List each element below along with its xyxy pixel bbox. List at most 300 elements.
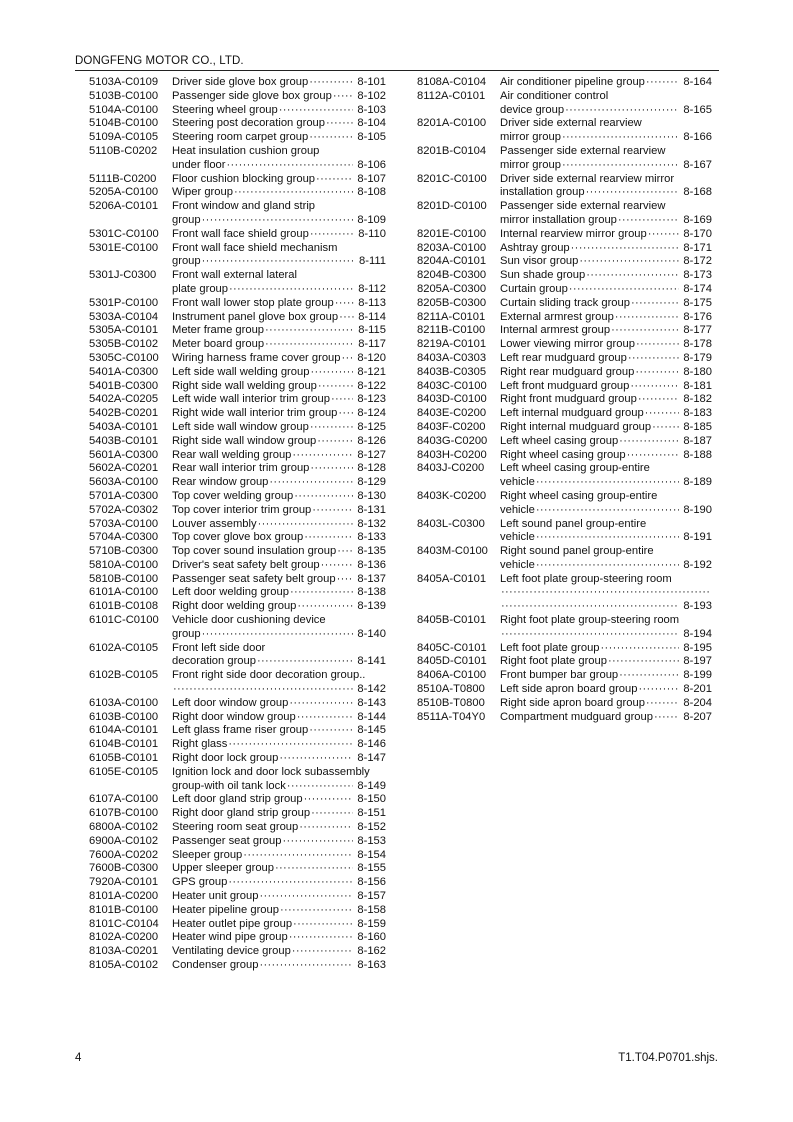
page-ref: 8-142	[357, 683, 386, 696]
entry-line	[500, 628, 712, 642]
entry-body	[500, 518, 712, 546]
entry-body	[172, 269, 386, 297]
part-title: Steering room carpet group	[172, 131, 309, 144]
dot-leader	[648, 228, 680, 242]
entry-body	[500, 352, 712, 366]
part-title: Passenger seat group	[172, 834, 282, 847]
part-title: Front wall face shield group	[172, 227, 309, 240]
entry-line	[172, 76, 386, 90]
dot-leader	[618, 214, 679, 228]
part-title: mirror group	[500, 158, 561, 171]
entry-body	[172, 90, 386, 104]
page-ref: 8-153	[357, 834, 386, 847]
part-title: Right side wall welding group	[172, 379, 317, 392]
part-code: 6107B-C0100	[89, 807, 159, 820]
entry-line	[172, 628, 386, 642]
toc-entry	[89, 352, 386, 366]
dot-leader	[601, 642, 680, 656]
toc-entry	[417, 242, 712, 256]
entry-body	[500, 255, 712, 269]
entry-body	[500, 711, 712, 725]
entry-line	[500, 642, 712, 656]
page-ref: 8-133	[357, 531, 386, 544]
dot-leader	[228, 876, 353, 890]
entry-body	[172, 614, 386, 642]
entry-body	[172, 876, 386, 890]
entry-line	[172, 297, 386, 311]
part-code: 5103B-C0100	[89, 89, 159, 102]
part-code: 8211A-C0101	[417, 310, 486, 323]
entry-line	[500, 393, 712, 407]
dot-leader	[282, 835, 353, 849]
toc-entry	[417, 311, 712, 325]
entry-body	[500, 145, 712, 173]
entry-body	[172, 462, 386, 476]
toc-entry	[89, 76, 386, 90]
dot-leader	[635, 366, 679, 380]
entry-body	[500, 393, 712, 407]
toc-entry	[417, 117, 712, 145]
dot-leader	[310, 462, 353, 476]
dot-leader	[309, 131, 353, 145]
part-title: Left rear mudguard group	[500, 351, 627, 364]
toc-entry	[89, 793, 386, 807]
part-code: 8510A-T0800	[417, 683, 485, 696]
entry-body	[500, 76, 712, 90]
part-code: 6105B-C0101	[89, 752, 159, 765]
dot-leader	[638, 393, 680, 407]
entry-line	[500, 683, 712, 697]
toc-entry	[89, 366, 386, 380]
entry-line	[500, 311, 712, 325]
part-title: Right rear mudguard group	[500, 365, 635, 378]
part-title: vehicle	[500, 558, 535, 571]
part-title: Louver assembly	[172, 517, 257, 530]
part-title: Air conditioner pipeline group	[500, 76, 645, 88]
toc-entry	[417, 393, 712, 407]
page-ref: 8-107	[357, 172, 386, 185]
toc-column-left	[89, 76, 386, 973]
part-title: Left door welding group	[172, 586, 289, 599]
part-title: External armrest group	[500, 310, 614, 323]
entry-line	[172, 214, 386, 228]
dot-leader	[269, 476, 353, 490]
entry-body	[500, 573, 712, 614]
entry-line	[172, 159, 386, 173]
page-ref: 8-187	[683, 434, 712, 447]
entry-body	[172, 476, 386, 490]
part-title: Left sound panel group-entire	[500, 517, 647, 530]
toc-column-right	[417, 76, 712, 724]
part-code: 5703A-C0100	[89, 517, 159, 530]
dot-leader	[654, 711, 679, 725]
entry-body	[172, 366, 386, 380]
entry-body	[500, 407, 712, 421]
part-code: 8403L-C0300	[417, 517, 485, 530]
part-title: Internal armrest group	[500, 324, 611, 337]
toc-entry	[417, 366, 712, 380]
part-title: group	[172, 627, 201, 640]
toc-entry	[89, 724, 386, 738]
entry-body	[172, 738, 386, 752]
entry-line	[500, 90, 712, 104]
part-code: 5206A-C0101	[89, 200, 159, 213]
dot-leader	[608, 655, 679, 669]
dot-leader	[646, 697, 679, 711]
entry-body	[172, 545, 386, 559]
entry-line	[172, 117, 386, 131]
entry-line	[172, 793, 386, 807]
entry-line	[500, 159, 712, 173]
entry-body	[172, 228, 386, 242]
page-ref: 8-195	[683, 641, 712, 654]
entry-line	[172, 669, 386, 683]
dot-leader	[630, 380, 679, 394]
part-title: Vehicle door cushioning device	[172, 614, 326, 627]
part-code: 5301E-C0100	[89, 241, 159, 254]
part-code: 8105A-C0102	[89, 959, 159, 971]
dot-leader	[258, 518, 354, 532]
page-ref: 8-151	[357, 807, 386, 820]
page-ref: 8-201	[683, 683, 712, 696]
dot-leader	[321, 559, 354, 573]
entry-body	[172, 890, 386, 904]
part-title: Left internal mudguard group	[500, 407, 644, 420]
part-title: Rear window group	[172, 476, 269, 489]
part-title: Left door gland strip group	[172, 793, 303, 806]
entry-line	[500, 669, 712, 683]
entry-line	[172, 462, 386, 476]
part-title: Right wheel casing group	[500, 448, 626, 461]
part-title: Left front mudguard group	[500, 379, 630, 392]
part-code: 5603A-C0100	[89, 476, 159, 489]
part-title: Meter board group	[172, 338, 265, 351]
part-code: 8405A-C0101	[417, 572, 487, 585]
dot-leader	[299, 821, 353, 835]
toc-entry	[89, 90, 386, 104]
part-title: Passenger side external rearview	[500, 200, 666, 213]
toc-entry	[89, 531, 386, 545]
dot-leader	[311, 807, 353, 821]
toc-entry	[89, 311, 386, 325]
entry-body	[500, 462, 712, 490]
part-title: Right wide wall interior trim group	[172, 407, 338, 420]
page-ref: 8-120	[357, 351, 386, 364]
dot-leader	[279, 104, 354, 118]
dot-leader	[289, 931, 354, 945]
part-code: 8403E-C0200	[417, 407, 487, 420]
part-code: 5103A-C0109	[89, 76, 159, 88]
entry-line	[172, 711, 386, 725]
part-code: 6101B-C0108	[89, 600, 159, 613]
entry-line	[172, 697, 386, 711]
toc-entry	[89, 173, 386, 187]
entry-line	[172, 531, 386, 545]
entry-line	[172, 752, 386, 766]
part-code: 8405D-C0101	[417, 655, 487, 668]
toc-entry	[417, 145, 712, 173]
entry-body	[172, 918, 386, 932]
entry-body	[172, 849, 386, 863]
entry-line	[172, 849, 386, 863]
page-ref: 8-163	[357, 959, 386, 971]
page-ref: 8-104	[357, 117, 386, 130]
entry-line	[500, 407, 712, 421]
part-title: Right door gland strip group	[172, 807, 311, 820]
dot-leader	[628, 352, 680, 366]
part-code: 6103B-C0100	[89, 710, 159, 723]
dot-leader	[234, 186, 353, 200]
entry-body	[500, 90, 712, 118]
part-code: 5402B-C0201	[89, 407, 159, 420]
part-code: 5104A-C0100	[89, 103, 159, 116]
part-code: 5403B-C0101	[89, 434, 159, 447]
entry-line	[172, 807, 386, 821]
part-code: 5810B-C0100	[89, 572, 159, 585]
entry-body	[172, 931, 386, 945]
part-code: 8201E-C0100	[417, 227, 487, 240]
dot-leader	[652, 421, 679, 435]
page-ref: 8-192	[683, 558, 712, 571]
part-title: group	[172, 255, 201, 268]
part-code: 6107A-C0100	[89, 793, 159, 806]
toc-entry	[89, 393, 386, 407]
toc-entry	[89, 297, 386, 311]
dot-leader	[280, 904, 353, 918]
entry-body	[172, 711, 386, 725]
part-title: Heater unit group	[172, 890, 259, 903]
part-code: 8403G-C0200	[417, 434, 488, 447]
entry-body	[172, 724, 386, 738]
part-code: 8101C-C0104	[89, 917, 159, 930]
part-title: Compartment mudguard group	[500, 710, 653, 723]
part-title: Left side wall welding group	[172, 365, 310, 378]
part-title: Top cover sound insulation group	[172, 545, 337, 558]
entry-body	[500, 449, 712, 463]
page-ref: 8-132	[357, 517, 386, 530]
toc-entry	[89, 435, 386, 449]
dot-leader	[619, 669, 679, 683]
part-code: 5305B-C0102	[89, 338, 159, 351]
page-ref: 8-143	[357, 696, 386, 709]
part-title: Right sound panel group-entire	[500, 545, 654, 558]
part-title: Driver side glove box group	[172, 76, 309, 88]
part-title: Left wide wall interior trim group	[172, 393, 330, 406]
part-title: Wiper group	[172, 186, 233, 199]
page-ref: 8-114	[358, 310, 386, 323]
entry-line	[500, 435, 712, 449]
toc-entry	[417, 642, 712, 656]
toc-entry	[417, 669, 712, 683]
toc-entry	[89, 559, 386, 573]
part-code: 8204A-C0101	[417, 255, 487, 268]
entry-body	[500, 117, 712, 145]
entry-line	[172, 228, 386, 242]
entry-body	[172, 518, 386, 532]
dot-leader	[309, 724, 353, 738]
entry-body	[172, 104, 386, 118]
toc-entry	[89, 766, 386, 794]
entry-line	[500, 518, 712, 532]
entry-body	[172, 324, 386, 338]
part-title: Front wall face shield mechanism	[172, 241, 338, 254]
part-title: under floor	[172, 158, 226, 171]
page-ref: 8-155	[357, 862, 386, 875]
entry-body	[172, 766, 386, 794]
part-code: 5104B-C0100	[89, 117, 159, 130]
part-title: group-with oil tank lock	[172, 779, 286, 792]
entry-body	[500, 200, 712, 228]
part-code: 8219A-C0101	[417, 338, 487, 351]
dot-leader	[333, 90, 354, 104]
toc-entry	[417, 421, 712, 435]
dot-leader	[310, 366, 353, 380]
dot-leader	[326, 117, 353, 131]
entry-line	[172, 945, 386, 959]
entry-line	[500, 228, 712, 242]
part-title: Ignition lock and door lock subassembly	[172, 765, 370, 778]
entry-body	[500, 269, 712, 283]
part-title: Curtain group	[500, 282, 568, 295]
entry-body	[500, 421, 712, 435]
part-title: installation group	[500, 186, 585, 199]
dot-leader	[562, 159, 679, 173]
entry-line	[500, 476, 712, 490]
dot-leader	[293, 918, 353, 932]
entry-body	[500, 380, 712, 394]
entry-body	[172, 642, 386, 670]
toc-entry	[417, 90, 712, 118]
page-ref: 8-125	[357, 420, 386, 433]
page-ref: 8-139	[357, 600, 386, 613]
entry-line	[172, 559, 386, 573]
part-code: 8201B-C0104	[417, 144, 487, 157]
entry-body	[172, 862, 386, 876]
part-code: 5305A-C0101	[89, 324, 159, 337]
entry-body	[500, 297, 712, 311]
toc-entry	[417, 228, 712, 242]
part-title: Front wall external lateral	[172, 269, 297, 282]
dot-leader	[337, 545, 353, 559]
toc-entry	[89, 573, 386, 587]
dot-leader	[335, 297, 355, 311]
toc-entry	[89, 614, 386, 642]
dot-leader	[310, 421, 354, 435]
part-title: Front window and gland strip	[172, 200, 316, 213]
part-title: Driver side external rearview mirror	[500, 172, 675, 185]
toc-entry	[417, 283, 712, 297]
page-ref: 8-197	[683, 655, 712, 668]
page-ref: 8-154	[357, 848, 386, 861]
dot-leader	[294, 490, 353, 504]
page-ref: 8-174	[683, 282, 712, 295]
page-ref: 8-172	[683, 255, 712, 268]
page-ref: 8-156	[357, 876, 386, 889]
entry-line	[500, 200, 712, 214]
part-title: Top cover glove box group	[172, 531, 304, 544]
toc-entry	[417, 655, 712, 669]
part-title: Driver side external rearview	[500, 117, 642, 130]
toc-entry	[89, 269, 386, 297]
part-title: Left door window group	[172, 696, 289, 709]
part-code: 8406A-C0100	[417, 669, 487, 682]
part-code: 8205A-C0300	[417, 282, 487, 295]
dot-leader	[265, 324, 354, 338]
page-ref: 8-128	[357, 462, 386, 475]
part-title: Right side apron board group	[500, 696, 645, 709]
toc-entry	[89, 586, 386, 600]
part-title: Right door window group	[172, 710, 296, 723]
entry-body	[172, 200, 386, 228]
page-ref: 8-149	[357, 779, 386, 792]
toc-entry	[89, 228, 386, 242]
page-ref: 8-140	[357, 627, 386, 640]
entry-line	[172, 476, 386, 490]
part-title: Right foot plate group	[500, 655, 607, 668]
toc-entry	[89, 117, 386, 131]
toc-entry	[417, 490, 712, 518]
part-code: 5704A-C0300	[89, 531, 159, 544]
entry-body	[172, 669, 386, 697]
page-ref: 8-179	[683, 351, 712, 364]
page-ref: 8-108	[357, 186, 386, 199]
part-code: 8403J-C0200	[417, 462, 485, 475]
entry-body	[172, 793, 386, 807]
part-title: decoration group	[172, 655, 256, 668]
part-title: Heater wind pipe group	[172, 931, 288, 944]
page-ref: 8-178	[683, 338, 712, 351]
page-ref: 8-131	[357, 503, 386, 516]
page-ref: 8-167	[683, 158, 712, 171]
part-title: Heater pipeline group	[172, 903, 279, 916]
entry-line	[500, 104, 712, 118]
dot-leader	[229, 283, 354, 297]
entry-line	[172, 90, 386, 104]
page-ref: 8-146	[357, 738, 386, 751]
part-title: GPS group	[172, 876, 228, 889]
dot-leader	[579, 255, 679, 269]
entry-body	[172, 573, 386, 587]
entry-line	[172, 586, 386, 600]
toc-entry	[89, 380, 386, 394]
page-ref: 8-135	[357, 545, 386, 558]
part-title: Heat insulation cushion group	[172, 144, 320, 157]
entry-body	[172, 600, 386, 614]
entry-body	[172, 586, 386, 600]
dot-leader	[536, 559, 680, 573]
entry-line	[172, 835, 386, 849]
entry-body	[172, 297, 386, 311]
dot-leader	[645, 407, 680, 421]
part-code: 5601A-C0300	[89, 448, 159, 461]
entry-line	[172, 242, 386, 256]
part-title: Floor cushion blocking group	[172, 172, 316, 185]
page-ref: 8-173	[683, 269, 712, 282]
toc-entry	[89, 738, 386, 752]
part-code: 8403C-C0100	[417, 379, 487, 392]
dot-leader	[292, 449, 353, 463]
entry-line	[172, 780, 386, 794]
part-code: 6102B-C0105	[89, 669, 159, 682]
entry-body	[500, 683, 712, 697]
toc-entry	[417, 269, 712, 283]
part-code: 8103A-C0201	[89, 945, 159, 958]
toc-entry	[89, 945, 386, 959]
entry-line	[172, 366, 386, 380]
entry-body	[172, 186, 386, 200]
toc-entry	[89, 807, 386, 821]
part-title: Meter frame group	[172, 324, 265, 337]
